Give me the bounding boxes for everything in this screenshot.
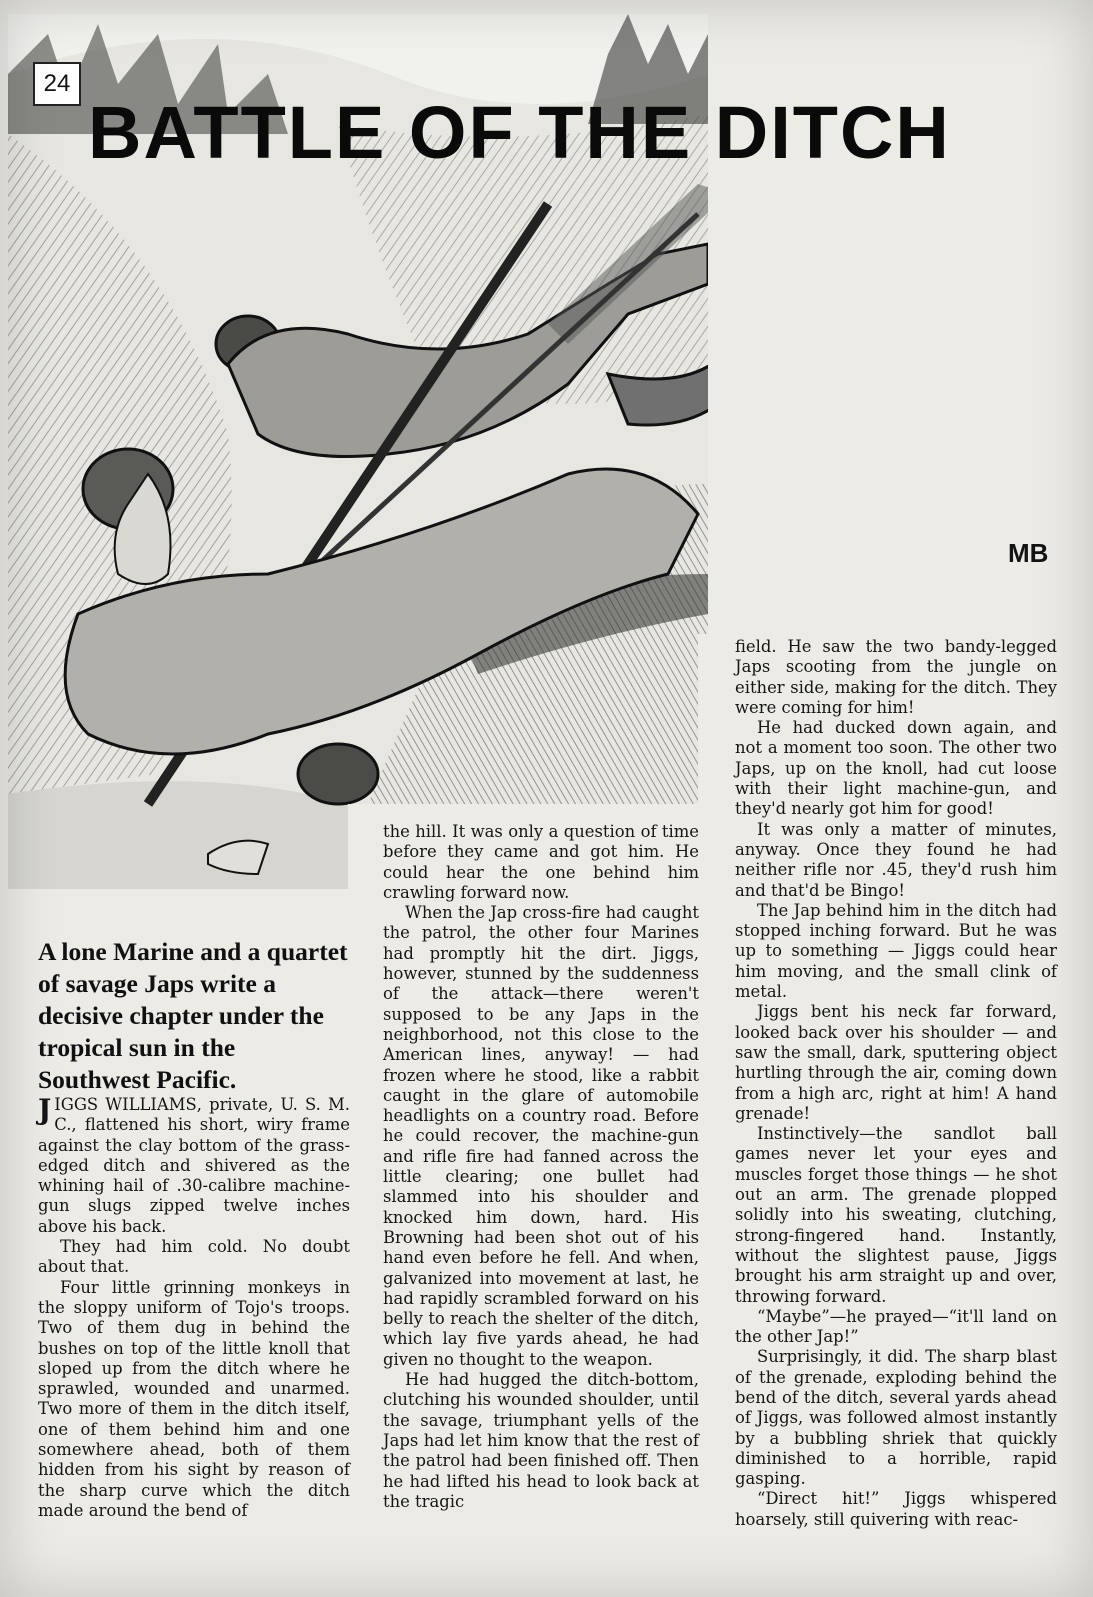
article-paragraph: When the Jap cross-fire had caught the patrol, the other four Marines had promptly hit the dirt. Jiggs, however, stunned by the suddenness of the attack—there weren't supposed to be any Japs in the neighborhood, not this close to the American lines, anyway! — had frozen where he stood, like a rabbit caught in the glare of automobile headlights on a country road. Before he could recover, the machine-gun and rifle fire had fanned across the little clearing; one bullet had slammed into his shoulder and knocked him down, hard. His Browning had been shot out of his hand even before he fell. And when, galvanized into movement at last, he had rapidly scrambled forward on his belly to reach the shelter of the ditch, which lay five yards ahead, he had given no thought to the weapon. xyxy=(383,903,699,1369)
drop-cap: J xyxy=(38,1093,52,1126)
article-paragraph: “Maybe”—he prayed—“it'll land on the other Jap!” xyxy=(735,1306,1057,1347)
article-deck: A lone Marine and a quartet of savage Japs write a decisive chapter under the tropical sun in the Southwest Pacific. xyxy=(38,937,348,1094)
article-paragraph: The Jap behind him in the ditch had stopped inching forward. But he was up to something — Jiggs could hear him moving, and the small clink of metal. xyxy=(735,900,1057,1002)
article-paragraph xyxy=(38,1095,350,1237)
article-paragraph: Four little grinning monkeys in the sloppy uniform of Tojo's troops. Two of them dug in behind the bushes on top of the little knoll that sloped up from the ditch where he sprawled, wounded and unarmed. Two more of them in the ditch itself, one of them behind him and one somewhere ahead, both of them hidden from his sight by reason of the sharp curve which the ditch made around the bend of xyxy=(38,1277,350,1520)
article-paragraph: the hill. It was only a question of time before they came and got him. He could hear the one behind him crawling forward now. xyxy=(383,822,699,902)
lead-in: IGGS WILLIAMS xyxy=(54,1095,197,1114)
article-column-1 xyxy=(38,1095,350,1521)
paragraph-text: , private, U. S. M. C., flattened his short, wiry frame against the clay bottom of the grass-edged ditch and shivered as the whining hail of .30-calibre machine-gun slugs zipped twelve inches above his back. xyxy=(38,1095,351,1236)
article-paragraph: Jiggs bent his neck far forward, looked back over his shoulder — and saw the small, dark, sputtering object hurtling through the air, coming down from a high arc, right at him! A hand grenade! xyxy=(735,1002,1057,1123)
article-column-3 xyxy=(735,637,1057,1530)
article-paragraph: They had him cold. No doubt about that. xyxy=(38,1237,350,1277)
page-title: BATTLE OF THE DITCH xyxy=(88,91,951,174)
article-paragraph: Surprisingly, it did. The sharp blast of the grenade, exploding behind the bend of the ditch, several yards ahead of Jiggs, was followed almost instantly by a bubbling shriek that quickly diminished to a horrible, rapid gasping. xyxy=(735,1347,1057,1489)
article-column-2 xyxy=(383,822,699,1512)
article-paragraph: He had hugged the ditch-bottom, clutching his wounded shoulder, until the savage, triumphant yells of the Japs had let him know that the rest of the patrol had been finished off. Then he had lifted his head to look back at the tragic xyxy=(383,1370,699,1511)
article-paragraph: field. He saw the two bandy-legged Japs scooting from the jungle on either side, making for the ditch. They were coming for him! xyxy=(735,637,1057,717)
article-paragraph: “Direct hit!” Jiggs whispered hoarsely, still quivering with reac- xyxy=(735,1489,1057,1529)
article-paragraph: He had ducked down again, and not a moment too soon. The other two Japs, up on the knoll, had cut loose with their light machine-gun, and they'd nearly got him for good! xyxy=(735,718,1057,819)
artist-signature: MB xyxy=(1008,538,1049,568)
page-number: 24 xyxy=(33,62,81,106)
article-paragraph: Instinctively—the sandlot ball games never let your eyes and muscles forget those things — he shot out an arm. The grenade plopped solidly into his sweating, clutching, strong-fingered hand. Instantly, without the slightest pause, Jiggs brought his arm straight up and over, throwing forward. xyxy=(735,1124,1057,1306)
article-paragraph: It was only a matter of minutes, anyway. Once they found he had neither rifle nor .45, they'd rush him and that'd be Bingo! xyxy=(735,819,1057,900)
